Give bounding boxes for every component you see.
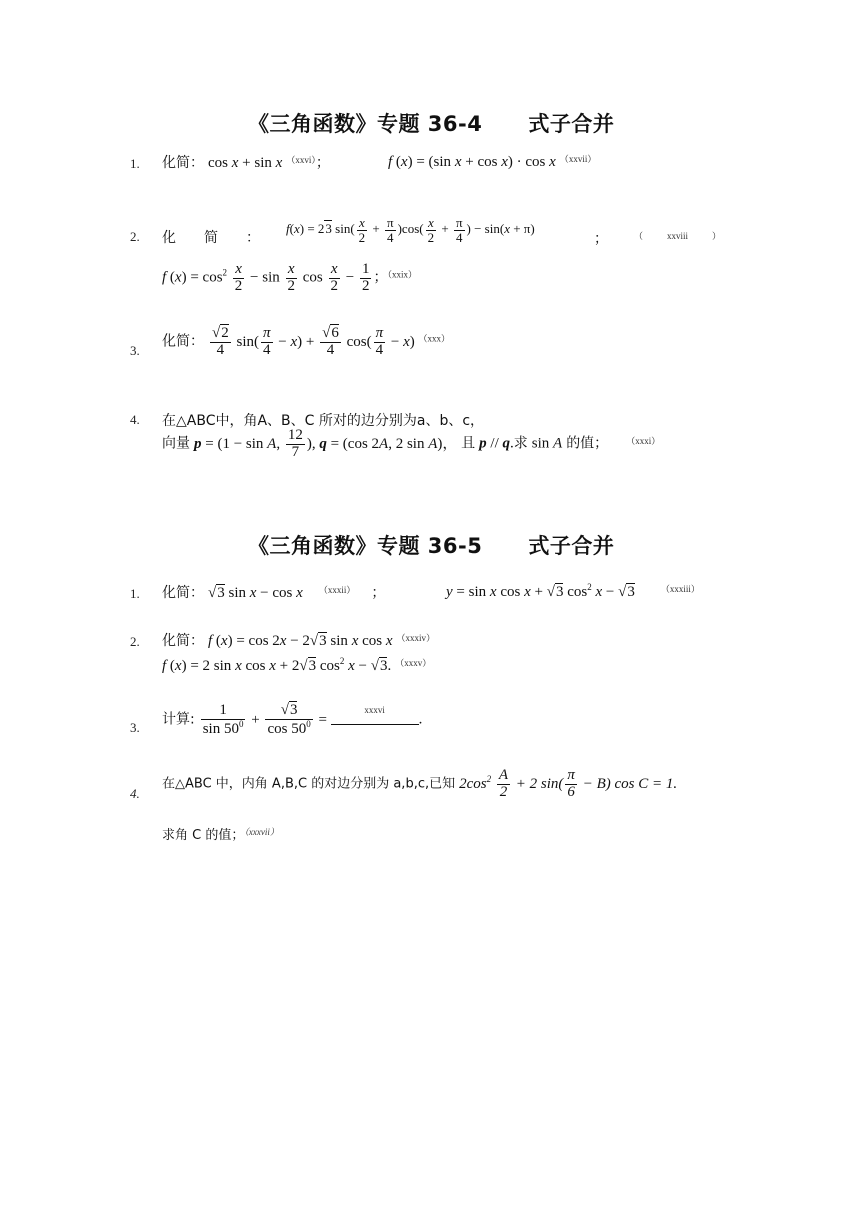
- s2-item-2-line-1: 化简： f (x) = cos 2x − 2√3 sin x cos x $^{(xxxiv)}$: [162, 633, 436, 649]
- s1-item-2-sep: ；: [594, 231, 608, 247]
- s1-item-2-ref-b: （xxix）: [387, 269, 418, 280]
- s1-item-1-expr-b: f (x) = (sin x + cos x) · cos x: [388, 154, 556, 170]
- s1-item-1-ref-a: （xxvi）: [286, 155, 316, 165]
- s1-item-1: 化简： cos x + sin x $^{(xxvi)}$；: [162, 155, 330, 171]
- s1-item-2-ref-a: （ xxviii ）: [634, 231, 722, 241]
- s1-item-1-ref-b: （xxvii）: [559, 154, 597, 164]
- s1-item-2-expr-a: f(x) = 23 sin( $\frac{x}{2}$ + $\frac{\pi}{4}$ )cos( $\frac{x}{2}$ + $\frac{\pi}{4}$ ) − sin(x + π): [286, 215, 535, 245]
- s1-item-4-expr: p = (1 − sin A, $\frac{12}{7}$ ), q = (cos 2A, 2 sin A)，: [194, 427, 462, 460]
- s2-item-1-expr-a: √3 sin x − cos x: [208, 585, 303, 601]
- s1-item-4-line-2: 向量 p = (1 − sin A, $\frac{12}{7}$ ), q = (cos 2A, 2 sin A)， 且 p // q.求 sin A 的值； $^{(xxxi)}$: [162, 427, 661, 460]
- s2-item-1-expr-b: y = sin x cos x + √3 $\cos^2 x - √3$: [446, 582, 635, 600]
- s1-item-3-ref: （xxx）: [418, 333, 451, 344]
- s1-item-3-number: 3.: [130, 343, 140, 358]
- s2-item-2-number: 2.: [130, 634, 140, 649]
- s2-item-2-ref-a: （xxxiv）: [396, 633, 436, 643]
- s1-item-3-expr: $\frac{√2}{4}$ sin( $\frac{\pi}{4}$ − x) + $\frac{√6}{4}$ cos( $\frac{\pi}{4}$ − x): [212, 325, 419, 358]
- s1-item-1-number: 1.: [130, 156, 140, 171]
- s1-item-2-label: 化 简 ：: [162, 230, 260, 246]
- s1-item-4-line-1: 在△ABC中，角A、B、C 所对的边分别为a、b、c，: [162, 413, 485, 429]
- section-1-title-main: 《三角函数》专题 36-4: [248, 112, 483, 136]
- s2-item-4-line-1: 在△ABC 中，内角 A,B,C 的对边分别为 a,b,c,已知 $2\cos^2$ $\frac{A}{2}$ + 2 sin( $\frac{\pi}{6}$ − B) cos C = 1.: [162, 767, 678, 800]
- s2-item-1-expr-b-line: [446, 582, 700, 601]
- s1-item-3-label: 化简：: [162, 333, 204, 350]
- s2-item-3-expr: $\frac{1}{\sin 50^0}$ + $\frac{√3}{\cos 50^0}$ =: [202, 702, 331, 737]
- s2-item-1-number: 1.: [130, 586, 140, 601]
- s2-item-4-ref: （xxxvii）: [244, 827, 279, 837]
- s2-item-4-number: 4.: [130, 786, 140, 801]
- s2-item-1: 化简： √3 sin x − cos x $^{(xxxii)}$ ；: [162, 585, 386, 601]
- section-2-title: [248, 530, 614, 560]
- s1-item-4-ref: （xxxi）: [626, 435, 661, 446]
- s2-item-4-line-2: 求角 C 的值；$^{(xxxvii)}$: [162, 827, 279, 843]
- section-2-title-main: 《三角函数》专题 36-5: [248, 534, 483, 558]
- s2-item-4-expr: $2\cos^2$ $\frac{A}{2}$ + 2 sin( $\frac{\pi}{6}$ − B) cos C = 1.: [459, 767, 678, 800]
- s1-item-3: [162, 326, 450, 359]
- s2-item-2-expr-a: f (x) = cos 2x − 2√3 sin x cos x: [208, 633, 393, 649]
- s1-item-4-number: 4.: [130, 412, 140, 427]
- s2-item-1-ref-b: （xxxiii）: [660, 584, 700, 594]
- s2-item-2-ref-b: （xxxv）: [395, 658, 432, 668]
- s1-item-1-label: 化简：: [162, 155, 204, 171]
- s1-item-2-number: 2.: [130, 229, 140, 244]
- s2-item-2-line-2: [162, 656, 431, 675]
- s2-item-2-expr-b: f (x) = 2 sin x cos x + 2√3 $\cos^2 x - √3$.: [162, 656, 392, 674]
- s2-item-1-ref-a: （xxxii）: [318, 585, 356, 595]
- section-1-title-sub: 式子合并: [528, 112, 615, 136]
- section-1-title: [248, 108, 614, 138]
- s1-item-2-expr-b: f $(x) = \cos^2$ $\frac{x}{2}$ − sin $\frac{x}{2}$ cos $\frac{x}{2}$ − $\frac{1}{2}$ ；$^{(xxix)}$: [162, 261, 418, 294]
- s2-item-3: 计算: $\frac{1}{\sin 50^0}$ + $\frac{√3}{\cos 50^0}$ = $^{xxxvi}$.: [162, 702, 423, 737]
- s2-item-3-number: 3.: [130, 720, 140, 735]
- section-2-title-sub: 式子合并: [528, 534, 615, 558]
- s1-item-1-expr-b-line: [388, 152, 596, 171]
- s2-item-3-answer-blank[interactable]: xxxvi: [331, 712, 419, 725]
- s1-item-1-expr-a: cos x + sin x: [208, 155, 283, 171]
